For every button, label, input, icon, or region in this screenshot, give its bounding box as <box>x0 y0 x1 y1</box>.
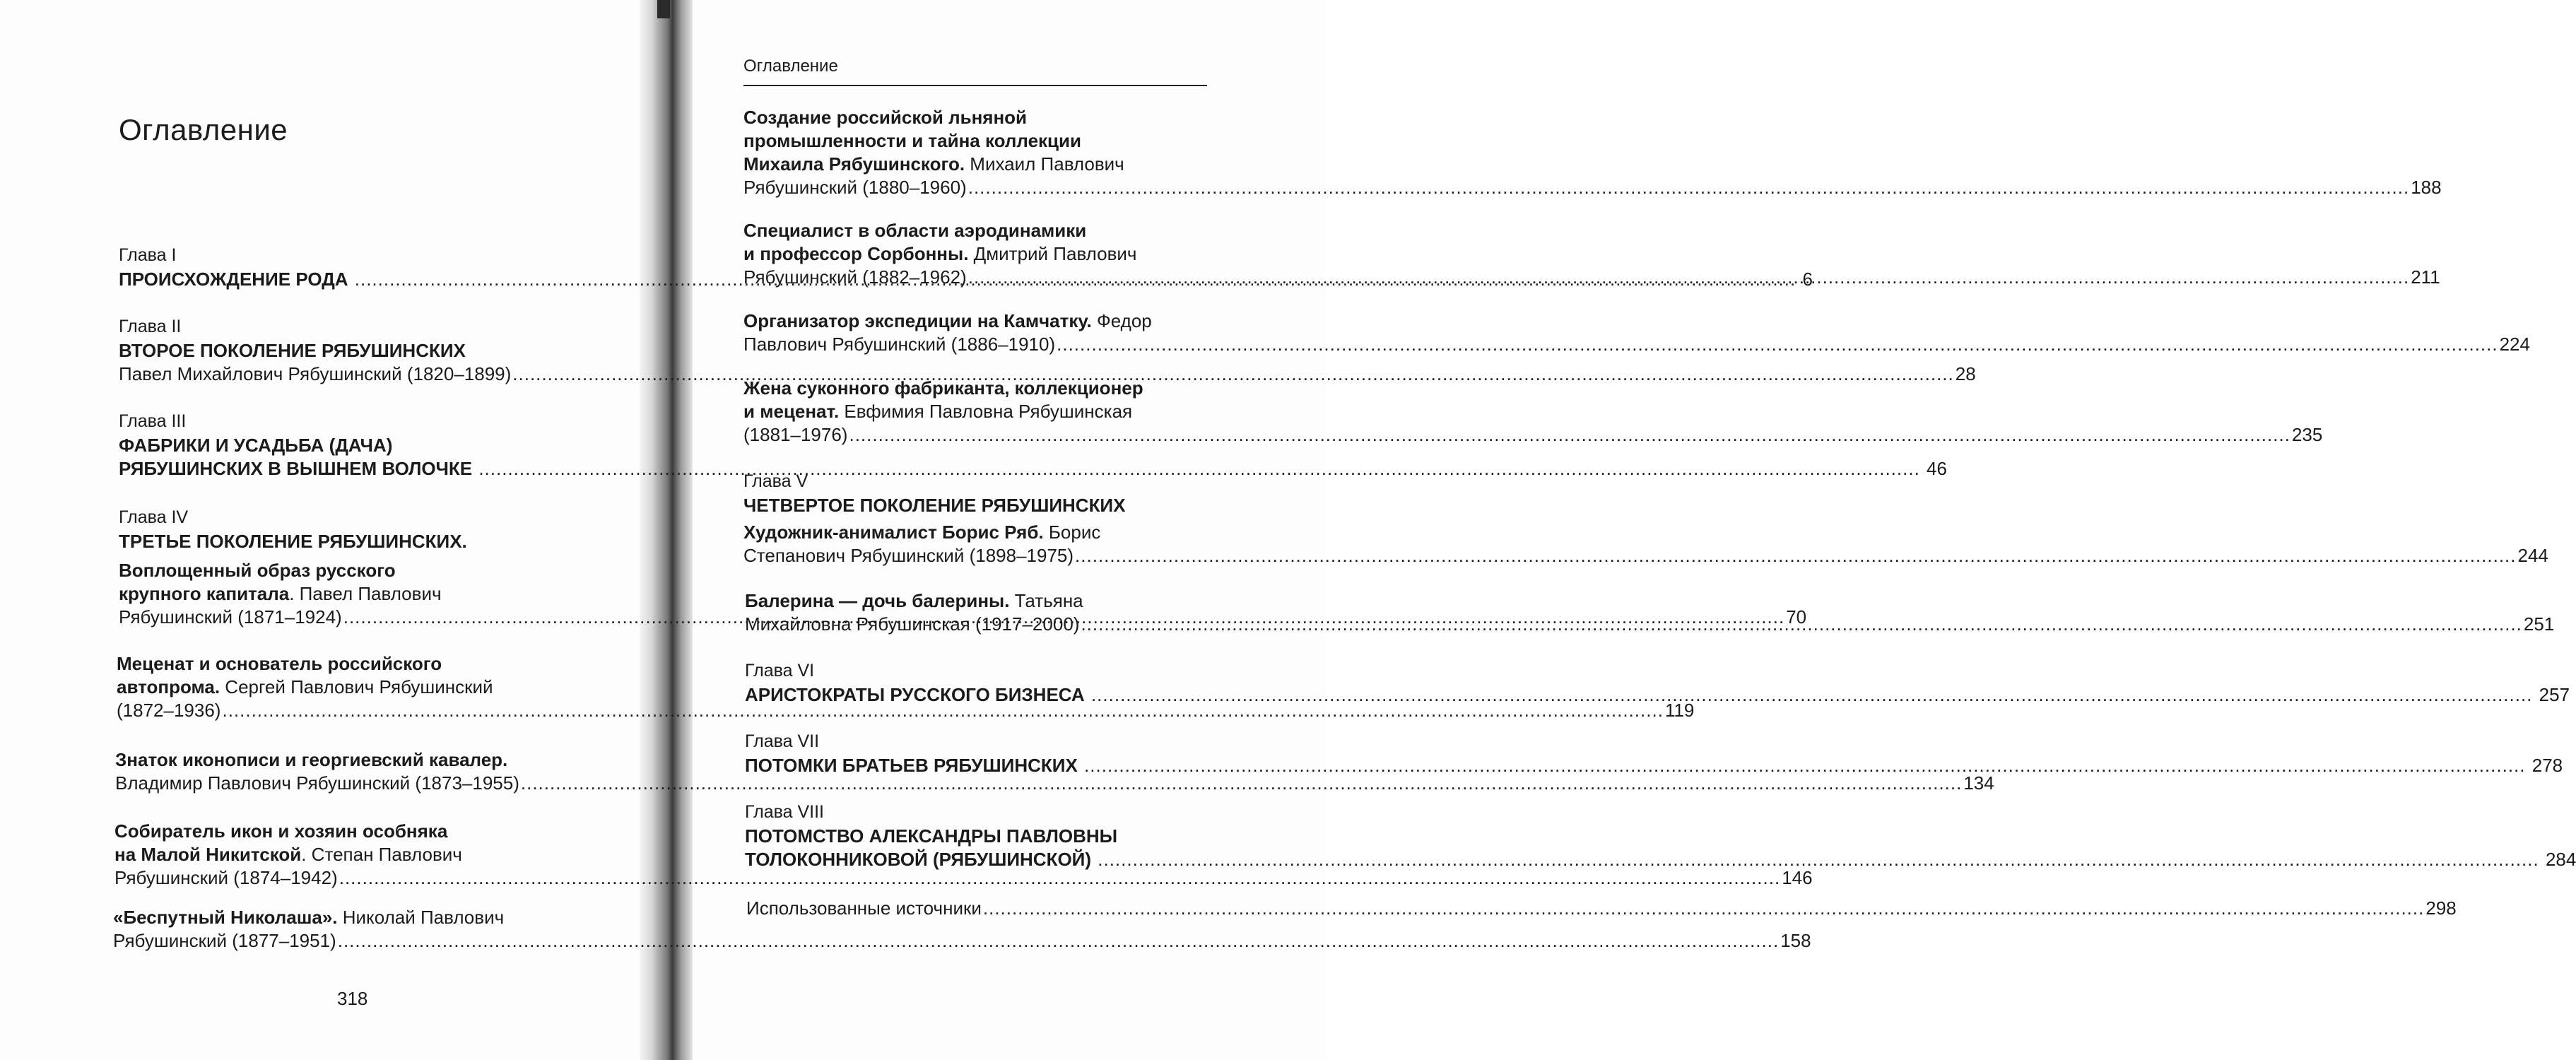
dot-leader <box>968 176 2409 199</box>
dot-leader <box>849 423 2290 447</box>
dot-leader <box>1081 613 2522 636</box>
section-title-line-2: на Малой Никитской <box>114 844 302 865</box>
page-number: 46 <box>1927 458 1947 479</box>
section-title-line-1: Жена суконного фабриканта, коллекционер <box>743 377 1143 399</box>
section-title-line-2-wrapper <box>117 676 583 699</box>
toc-leader-line <box>117 699 1695 722</box>
page-number: 158 <box>1780 930 1811 951</box>
dot-leader <box>1091 684 2532 705</box>
toc-entry-mikhail[interactable] <box>743 106 2442 199</box>
entry-text-2: Михайловна Рябушинская (1917–2000) <box>745 613 1080 635</box>
toc-leader-line <box>743 544 2548 567</box>
section-title-line-1: Организатор экспедиции на Камчатку. <box>743 310 1092 331</box>
section-title-line-2-wrapper <box>119 582 578 606</box>
section-title-line-1: Художник-анималист Борис Ряб. <box>743 522 1044 543</box>
section-title-line-1: «Беспутный Николаша». <box>113 907 338 928</box>
chapter-label: Глава VIII <box>745 802 824 822</box>
toc-entry-evfimiya[interactable] <box>743 377 2323 447</box>
chapter-label: Глава II <box>119 317 182 336</box>
toc-entry-chapter-7[interactable] <box>745 730 2563 777</box>
book-spine-shadow <box>640 0 693 1060</box>
toc-entry-fedor[interactable] <box>743 310 2530 356</box>
entry-text-2: Рябушинский (1882–1962) <box>743 266 967 288</box>
section-title-line-3: Михаила Рябушинского. <box>743 153 965 175</box>
dot-leader <box>1075 544 2516 567</box>
chapter-title: АРИСТОКРАТЫ РУССКОГО БИЗНЕСА <box>745 684 1085 705</box>
chapter-title-line-2: РЯБУШИНСКИХ В ВЫШНЕМ ВОЛОЧКЕ <box>119 458 473 479</box>
toc-entry-sources[interactable] <box>746 897 2457 920</box>
entry-text-1: Николай Павлович <box>337 907 505 928</box>
section-title-line-2-wrapper <box>114 843 584 866</box>
entry-text-2: Рябушинский (1874–1942) <box>114 867 338 888</box>
toc-leader-line <box>743 333 2530 356</box>
entry-text-2: Павлович Рябушинский (1886–1910) <box>743 334 1056 355</box>
dot-leader <box>1057 333 2498 356</box>
section-title-line-2: и меценат. <box>743 401 840 422</box>
entry-text-2: (1881–1976) <box>743 424 848 445</box>
entry-text-1: Евфимия Павловна Рябушинская <box>839 401 1133 422</box>
chapter-title-line-1: ПОТОМСТВО АЛЕКСАНДРЫ ПАВЛОВНЫ <box>745 825 1118 847</box>
entry-text-1: . Павел Павлович <box>289 583 442 604</box>
entry-text-1: Михаил Павлович <box>965 153 1124 175</box>
section-title-line-1: Собиратель икон и хозяин особняка <box>114 820 448 842</box>
section-title-line-1-wrapper <box>743 310 1203 333</box>
chapter-label: Глава IV <box>119 507 189 527</box>
section-title-line-2: крупного капитала <box>119 583 290 604</box>
section-title-line-2: и профессор Сорбонны. <box>743 243 969 264</box>
toc-entry-chapter-5[interactable] <box>743 470 2548 567</box>
page-number: 257 <box>2539 684 2570 705</box>
section-title-line-1: Знаток иконописи и георгиевский кавалер. <box>115 749 508 770</box>
dot-leader <box>1098 849 2539 870</box>
toc-leader-line <box>115 772 1994 795</box>
chapter-label: Глава I <box>119 245 177 265</box>
toc-leader-line <box>745 754 2563 777</box>
page-number: 188 <box>2411 177 2442 198</box>
toc-leader-line <box>746 897 2457 920</box>
section-title-line-1: Балерина — дочь балерины. <box>745 590 1010 611</box>
toc-leader-line <box>119 363 1976 386</box>
entry-text-2: Рябушинский (1877–1951) <box>113 930 336 951</box>
section-title-line-2: автопрома. <box>117 676 220 697</box>
entry-text-2: (1872–1936) <box>117 700 221 721</box>
chapter-title: ПРОИСХОЖДЕНИЕ РОДА <box>119 269 348 290</box>
section-title-line-2-wrapper <box>743 400 1203 423</box>
section-title-line-2-wrapper <box>743 242 1203 266</box>
toc-leader-line <box>745 683 2570 707</box>
entry-text-2: Рябушинский (1871–1924) <box>119 606 342 628</box>
section-title-line-1-wrapper <box>745 589 1206 613</box>
entry-text-1: Дмитрий Павлович <box>968 243 1137 264</box>
chapter-title-line-1: ФАБРИКИ И УСАДЬБА (ДАЧА) <box>119 435 393 456</box>
section-title-line-1-wrapper <box>113 906 584 929</box>
toc-entry-chapter-6[interactable] <box>745 659 2570 707</box>
entry-text-2: Владимир Павлович Рябушинский (1873–1955) <box>115 772 519 794</box>
chapter-label: Глава V <box>743 471 808 491</box>
chapter-label: Глава VII <box>745 731 820 751</box>
chapter-title: ТРЕТЬЕ ПОКОЛЕНИЕ РЯБУШИНСКИХ. <box>119 531 467 552</box>
page-number: 119 <box>1664 700 1695 721</box>
page-number: 244 <box>2517 545 2548 566</box>
section-title-line-1: Создание российской льняной <box>743 107 1028 128</box>
page-number: 6 <box>1802 269 1813 290</box>
chapter-title-line-2: ТОЛОКОННИКОВОЙ (РЯБУШИНСКОЙ) <box>745 849 1092 870</box>
page-number: 146 <box>1782 867 1813 888</box>
page-number: 235 <box>2291 424 2323 445</box>
page-number: 134 <box>1963 772 1994 794</box>
page-number: 251 <box>2523 613 2555 635</box>
entry-text-2: Степанович Рябушинский (1898–1975) <box>743 545 1074 566</box>
page-number: 298 <box>2425 897 2457 919</box>
page-number: 70 <box>1786 606 1807 628</box>
toc-leader-line <box>743 176 2442 199</box>
running-head: Оглавление <box>743 57 1207 86</box>
section-title-line-1-wrapper <box>743 521 1204 544</box>
entry-text-1: . Степан Павлович <box>301 844 462 865</box>
page-title: Оглавление <box>119 113 288 146</box>
section-title-line-1: Меценат и основатель российского <box>117 653 442 674</box>
chapter-title: ВТОРОЕ ПОКОЛЕНИЕ РЯБУШИНСКИХ <box>119 340 466 361</box>
chapter-title: ПОТОМКИ БРАТЬЕВ РЯБУШИНСКИХ <box>745 755 1078 776</box>
toc-entry-chapter-8[interactable] <box>745 801 2576 871</box>
page-number: 224 <box>2499 334 2530 355</box>
dot-leader <box>1084 755 2525 776</box>
page-number: 284 <box>2545 849 2576 870</box>
section-title-line-3-wrapper <box>743 153 1203 176</box>
entry-text-1: Татьяна <box>1009 590 1083 611</box>
section-title-line-2: промышленности и тайна коллекции <box>743 130 1082 151</box>
section-title-line-1: Воплощенный образ русского <box>119 560 396 581</box>
entry-text-1: Борис <box>1043 522 1101 543</box>
page-number: 278 <box>2531 755 2563 776</box>
toc-leader-line <box>113 929 1811 953</box>
page-folio: 318 <box>337 988 368 1009</box>
chapter-label: Глава VI <box>745 661 815 681</box>
chapter-label: Глава III <box>119 411 187 431</box>
toc-entry-dmitry[interactable] <box>743 219 2440 289</box>
dot-leader <box>968 266 2409 289</box>
dot-leader <box>983 897 2424 920</box>
toc-leader-line <box>743 266 2440 289</box>
entry-text-1: Сергей Павлович Рябушинский <box>220 676 493 697</box>
section-title-line-1: Специалист в области аэродинамики <box>743 220 1087 241</box>
entry-text: Павел Михайлович Рябушинский (1820–1899) <box>119 363 512 384</box>
entry-text: Использованные источники <box>746 897 982 919</box>
entry-text-2: Рябушинский (1880–1960) <box>743 177 967 198</box>
page-number: 211 <box>2411 266 2440 288</box>
toc-leader-line <box>743 423 2323 447</box>
entry-text-1: Федор <box>1091 310 1152 331</box>
page-number: 28 <box>1955 363 1976 384</box>
toc-leader-line <box>114 866 1813 890</box>
spine-corner-shadow <box>657 0 670 18</box>
chapter-title: ЧЕТВЕРТОЕ ПОКОЛЕНИЕ РЯБУШИНСКИХ <box>743 495 1126 516</box>
toc-leader-line <box>745 848 2576 871</box>
